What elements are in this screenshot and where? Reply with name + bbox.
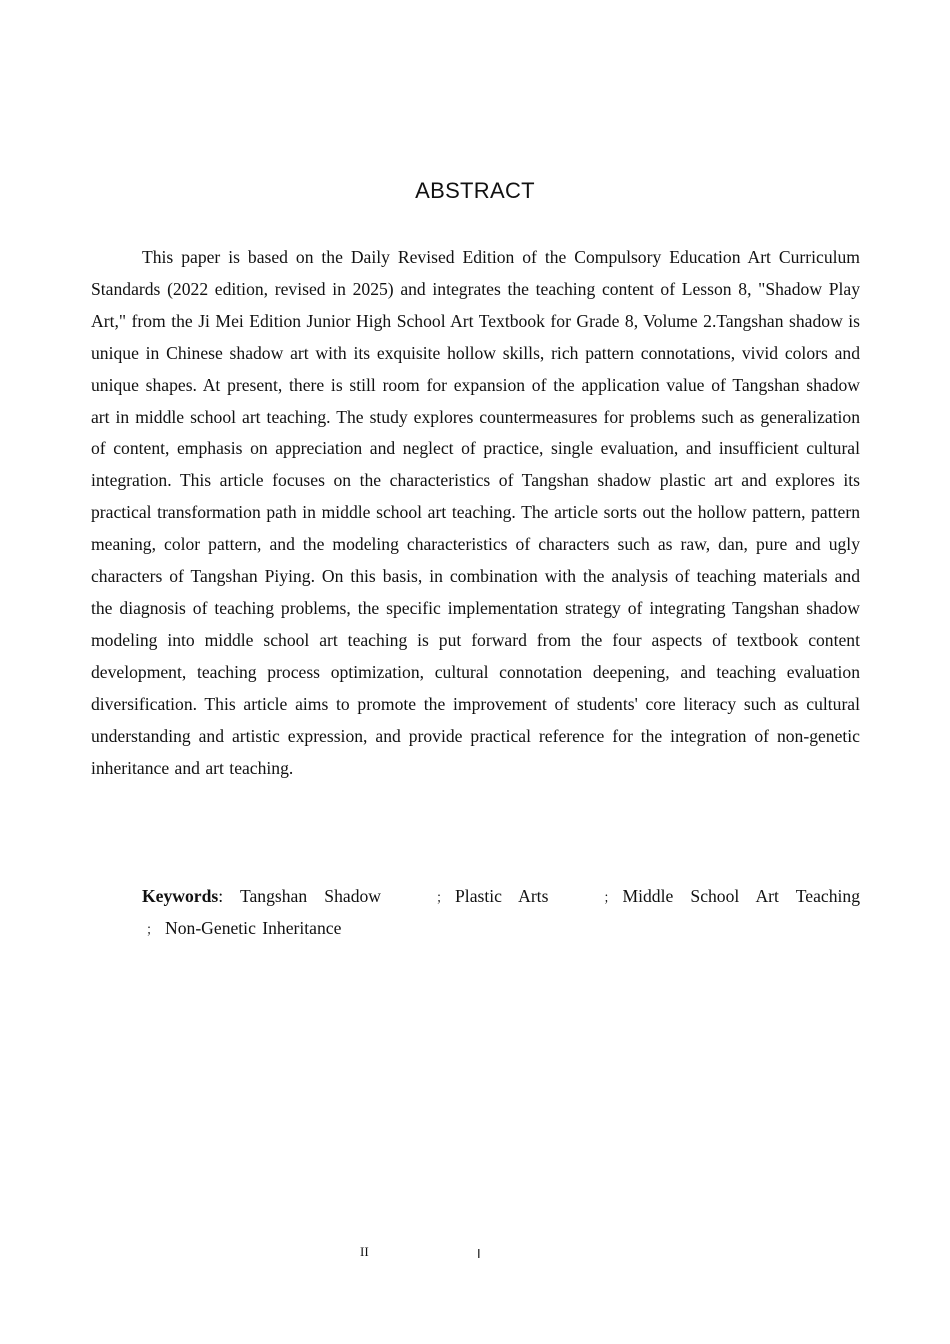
page-number-roman: II xyxy=(360,1244,369,1259)
keyword-item: Non-Genetic Inheritance xyxy=(165,918,342,938)
keyword-item: Plastic Arts xyxy=(455,886,549,906)
keyword-separator: ； xyxy=(146,922,160,937)
keyword-separator: ； xyxy=(436,890,450,905)
page-number-mark: I xyxy=(477,1246,481,1261)
keyword-item: Middle School Art Teaching xyxy=(622,886,860,906)
keywords-colon: : xyxy=(218,886,224,906)
keyword-separator: ； xyxy=(603,890,617,905)
abstract-heading: ABSTRACT xyxy=(415,178,535,203)
keywords-label: Keywords xyxy=(142,886,219,906)
abstract-paragraph: This paper is based on the Daily Revised Edition of the Compulsory Education Art Curriculum Standards (2022 edition, revised in 2025) and integrates the teaching content of Lesson 8, "Shadow Play Art," from the Ji Mei Edition Junior High School Art Textbook for Grade 8, Volume 2.Tangshan shadow is unique in Chinese shadow art with its exquisite hollow skills, rich pattern connotations, vivid colors and unique shapes. At present, there is still room for expansion of the application value of Tangshan shadow art in middle school art teaching. The study explores countermeasures for problems such as generalization of content, emphasis on appreciation and neglect of practice, single evaluation, and insufficient cultural integration. This article focuses on the characteristics of Tangshan shadow plastic art and explores its practical transformation path in middle school art teaching. The article sorts out the hollow pattern, pattern meaning, color pattern, and the modeling characteristics of characters such as raw, dan, pure and ugly characters of Tangshan Piying. On this basis, in combination with the analysis of teaching materials and the diagnosis of teaching problems, the specific implementation strategy of integrating Tangshan shadow modeling into middle school art teaching is put forward from the four aspects of textbook content development, teaching process optimization, cultural connotation deepening, and teaching evaluation diversification. This article aims to promote the improvement of students' core literacy such as cultural understanding and artistic expression, and provide practical reference for the integration of non-genetic inheritance and art teaching. xyxy=(91,247,860,778)
keywords-paragraph xyxy=(91,881,860,945)
keyword-item: Tangshan Shadow xyxy=(239,886,381,906)
